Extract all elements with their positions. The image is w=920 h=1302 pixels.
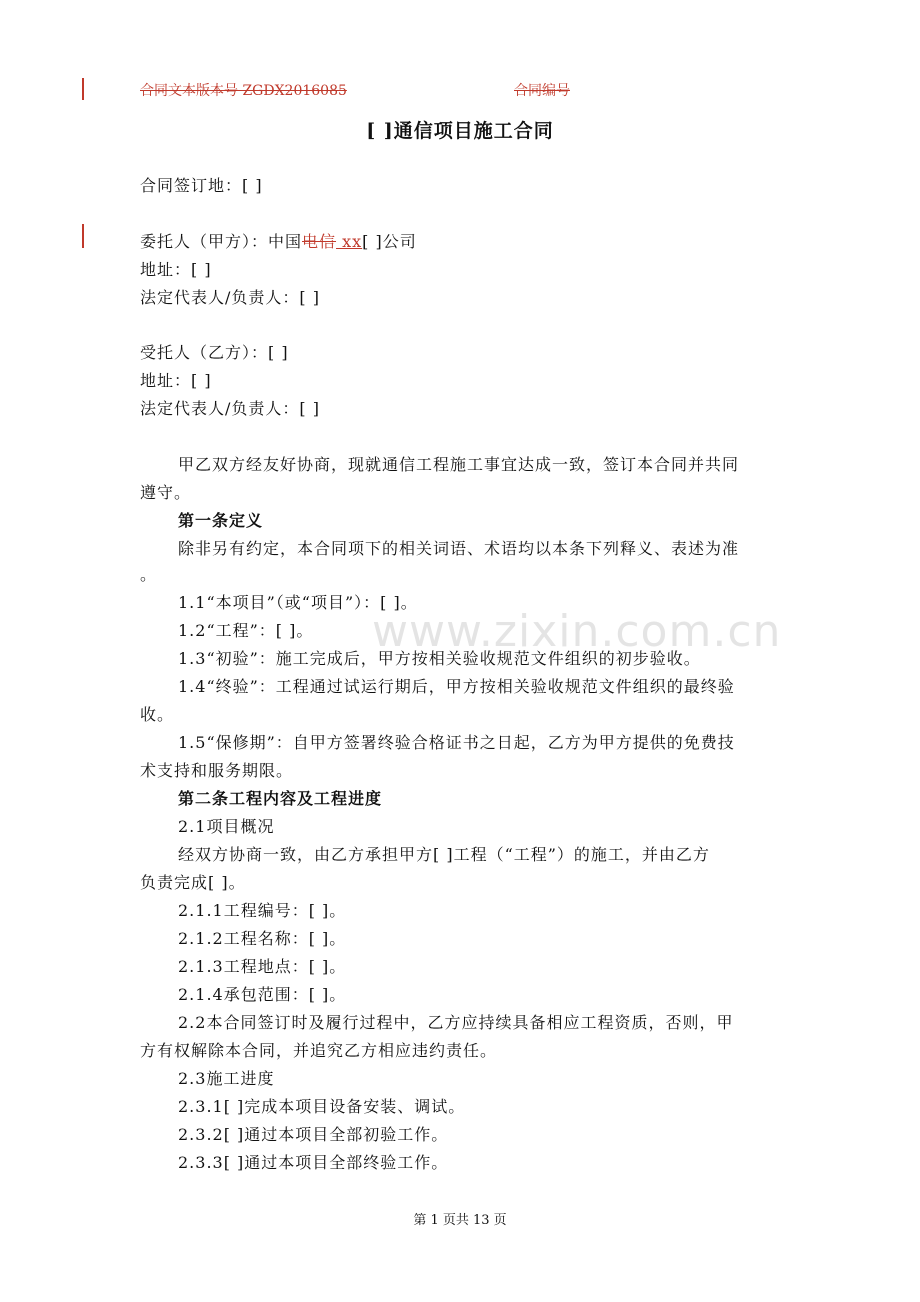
- page-footer: 第 1 页共 13 页: [413, 1213, 507, 1228]
- party-a-prefix: 委托人（甲方）：中国: [140, 232, 303, 251]
- item-2-2: 2.2本合同签订时及履行过程中，乙方应持续具备相应工程资质，否则，甲: [178, 1013, 734, 1032]
- item-1-5-cont: 术支持和服务期限。: [140, 761, 294, 780]
- item-2-1-2: 2.1.2工程名称：[ ]。: [178, 929, 347, 948]
- contract-no-label: 合同编号: [514, 83, 570, 99]
- item-2-3-2: 2.3.2[ ]通过本项目全部初验工作。: [178, 1125, 449, 1144]
- article-2-para-cont: 负责完成[ ]。: [140, 873, 246, 892]
- party-a-representative: 法定代表人/负责人：[ ]: [140, 288, 320, 307]
- party-a-address: 地址：[ ]: [140, 260, 212, 279]
- watermark: www.zixin.com.cn: [372, 606, 782, 657]
- item-2-3-1: 2.3.1[ ]完成本项目设备安装、调试。: [178, 1097, 466, 1116]
- item-1-4-cont: 收。: [140, 705, 175, 724]
- version-label: 合同文本版本号 ZGDX2016085: [140, 83, 347, 99]
- item-1-2: 1.2“工程”：[ ]。: [178, 621, 314, 640]
- item-2-2-cont: 方有权解除本合同，并追究乙方相应违约责任。: [140, 1041, 498, 1060]
- article-2-heading: 第二条工程内容及工程进度: [178, 789, 383, 808]
- document-title: [ ]通信项目施工合同: [366, 120, 554, 142]
- article-2-para: 经双方协商一致，由乙方承担甲方[ ]工程（“工程”）的施工，并由乙方: [178, 845, 710, 864]
- item-1-5: 1.5“保修期”：自甲方签署终验合格证书之日起，乙方为甲方提供的免费技: [178, 733, 735, 752]
- item-2-1-4: 2.1.4承包范围：[ ]。: [178, 985, 347, 1004]
- document-header: [140, 80, 570, 100]
- deleted-text: 电信: [302, 232, 337, 251]
- preamble-line-1: 甲乙双方经友好协商，现就通信工程施工事宜达成一致，签订本合同并共同: [178, 455, 740, 474]
- party-a-name: [140, 229, 417, 252]
- item-2-3: 2.3施工进度: [178, 1069, 275, 1088]
- article-1-intro-end: 。: [140, 565, 158, 584]
- item-2-3-3: 2.3.3[ ]通过本项目全部终验工作。: [178, 1153, 449, 1172]
- item-2-1-3: 2.1.3工程地点：[ ]。: [178, 957, 347, 976]
- item-1-3: 1.3“初验”：施工完成后，甲方按相关验收规范文件组织的初步验收。: [178, 649, 701, 668]
- party-b-address: 地址：[ ]: [140, 371, 212, 390]
- party-b-representative: 法定代表人/负责人：[ ]: [140, 399, 320, 418]
- item-1-1: 1.1“本项目”（或“项目”）：[ ]。: [178, 593, 418, 612]
- article-1-heading: 第一条定义: [178, 511, 264, 530]
- party-a-suffix: [ ]公司: [362, 232, 417, 251]
- revision-bar-party-a: [82, 224, 84, 248]
- party-b-name: 受托人（乙方）：[ ]: [140, 343, 289, 362]
- item-2-1: 2.1项目概况: [178, 817, 275, 836]
- item-1-4: 1.4“终验”：工程通过试运行期后，甲方按相关验收规范文件组织的最终验: [178, 677, 735, 696]
- revision-bar-header: [82, 78, 84, 100]
- article-1-intro: 除非另有约定，本合同项下的相关词语、术语均以本条下列释义、表述为准: [178, 539, 740, 558]
- preamble-line-2: 遵守。: [140, 483, 192, 502]
- inserted-text: xx: [336, 232, 363, 251]
- signing-place: 合同签订地：[ ]: [140, 176, 263, 195]
- item-2-1-1: 2.1.1工程编号：[ ]。: [178, 901, 347, 920]
